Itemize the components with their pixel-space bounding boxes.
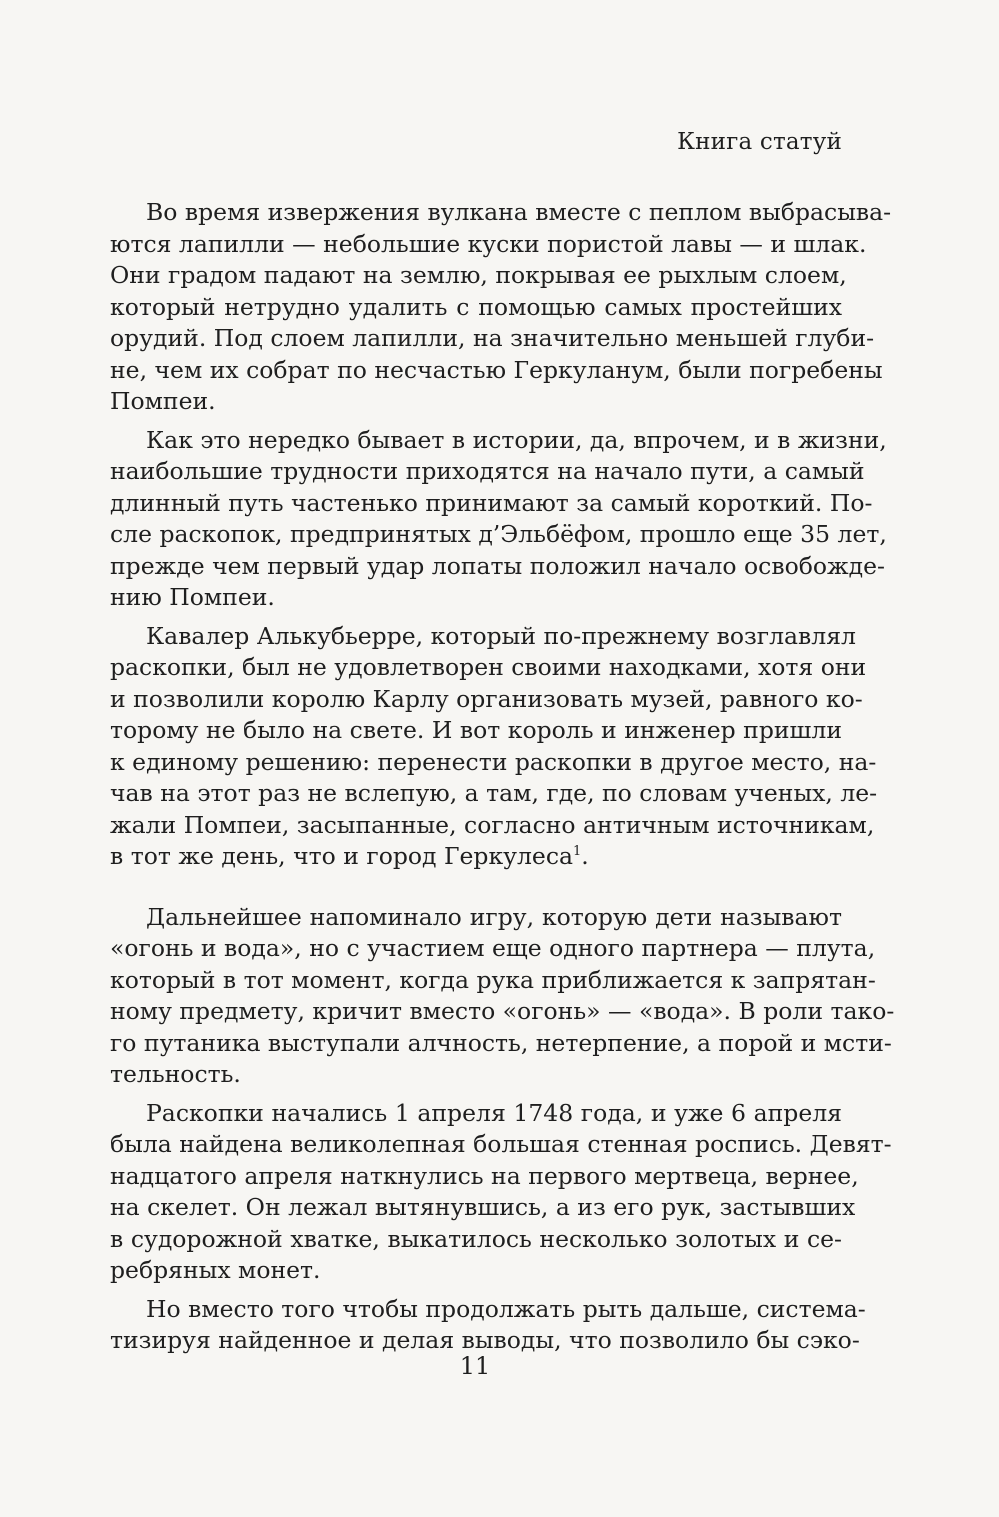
text-line: «огонь и вода», но с участием еще одного партнера — плута, <box>110 934 876 962</box>
section-break <box>110 880 842 902</box>
paragraph-6 <box>110 1294 866 1357</box>
text-line: нию Помпеи. <box>110 583 275 611</box>
text-line: в судорожной хватке, выкатилось несколько золотых и се- <box>110 1224 842 1253</box>
text-line: Как это нередко бывает в истории, да, впрочем, и в жизни, <box>146 425 887 454</box>
text-line: ребряных монет. <box>110 1256 321 1284</box>
text-line: жали Помпеи, засыпанные, согласно античным источникам, <box>110 810 875 839</box>
paragraph-4 <box>110 902 895 1091</box>
text-line: на скелет. Он лежал вытянувшись, а из его рук, застывших <box>110 1193 856 1221</box>
paragraph-5 <box>110 1098 892 1287</box>
text-line: прежде чем первый удар лопаты положил начало освобожде- <box>110 551 885 580</box>
text-line: Во время извержения вулкана вместе с пеплом выбрасыва- <box>146 198 892 226</box>
text-line: чав на этот раз не вслепую, а там, где, по словам ученых, ле- <box>110 779 878 807</box>
text-line: го путаника выступали алчность, нетерпение, а порой и мсти- <box>110 1028 892 1057</box>
text-line-with-footnote <box>110 841 842 873</box>
text-line: который нетрудно удалить с помощью самых простейших <box>110 292 842 321</box>
text-line: орудий. Под слоем лапилли, на значительно меньшей глуби- <box>110 324 875 352</box>
text-line: торому не было на свете. И вот король и инженер пришли <box>110 716 842 744</box>
running-head: Книга статуй <box>677 129 842 155</box>
period: . <box>581 842 589 870</box>
text-line: тельность. <box>110 1060 241 1088</box>
text-line: Раскопки начались 1 апреля 1748 года, и уже 6 апреля <box>146 1098 842 1127</box>
text-line: ются лапилли — небольшие куски пористой лавы — и шлак. <box>110 229 867 258</box>
text-line: Кавалер Алькубьерре, который по-прежнему возглавлял <box>146 621 856 650</box>
text-line: ному предмету, кричит вместо «огонь» — «вода». В роли тако- <box>110 997 895 1025</box>
text-line: Они градом падают на землю, покрывая ее рыхлым слоем, <box>110 261 847 289</box>
text-line: раскопки, был не удовлетворен своими находками, хотя они <box>110 653 867 681</box>
text-line: Дальнейшее напоминало игру, которую дети называют <box>146 902 842 931</box>
text-line: к единому решению: перенести раскопки в другое место, на- <box>110 747 877 776</box>
text-line: была найдена великолепная большая стенная роспись. Девят- <box>110 1130 892 1158</box>
body-text <box>110 197 895 1364</box>
text-line: в тот же день, что и город Геркулеса <box>110 842 574 870</box>
text-line: и позволили королю Карлу организовать музей, равного ко- <box>110 684 863 713</box>
text-line: наибольшие трудности приходятся на начало пути, а самый <box>110 457 865 485</box>
text-line: не, чем их собрат по несчастью Геркуланум, были погребены <box>110 355 883 384</box>
text-line: длинный путь частенько принимают за самый короткий. По- <box>110 488 873 517</box>
paragraph-1 <box>110 197 892 418</box>
text-line: который в тот момент, когда рука приближается к запрятан- <box>110 965 876 994</box>
text-line: тизируя найденное и делая выводы, что позволило бы сэко- <box>110 1326 860 1354</box>
paragraph-3 <box>110 621 878 873</box>
text-line: Но вместо того чтобы продолжать рыть дальше, система- <box>146 1294 866 1323</box>
text-line: надцатого апреля наткнулись на первого мертвеца, вернее, <box>110 1161 859 1190</box>
footnote-marker: 1 <box>573 844 582 859</box>
text-line: сле раскопок, предпринятых д’Эльбёфом, прошло еще 35 лет, <box>110 520 887 548</box>
page-number: 11 <box>459 1352 491 1380</box>
text-line: Помпеи. <box>110 387 216 415</box>
paragraph-2 <box>110 425 887 614</box>
